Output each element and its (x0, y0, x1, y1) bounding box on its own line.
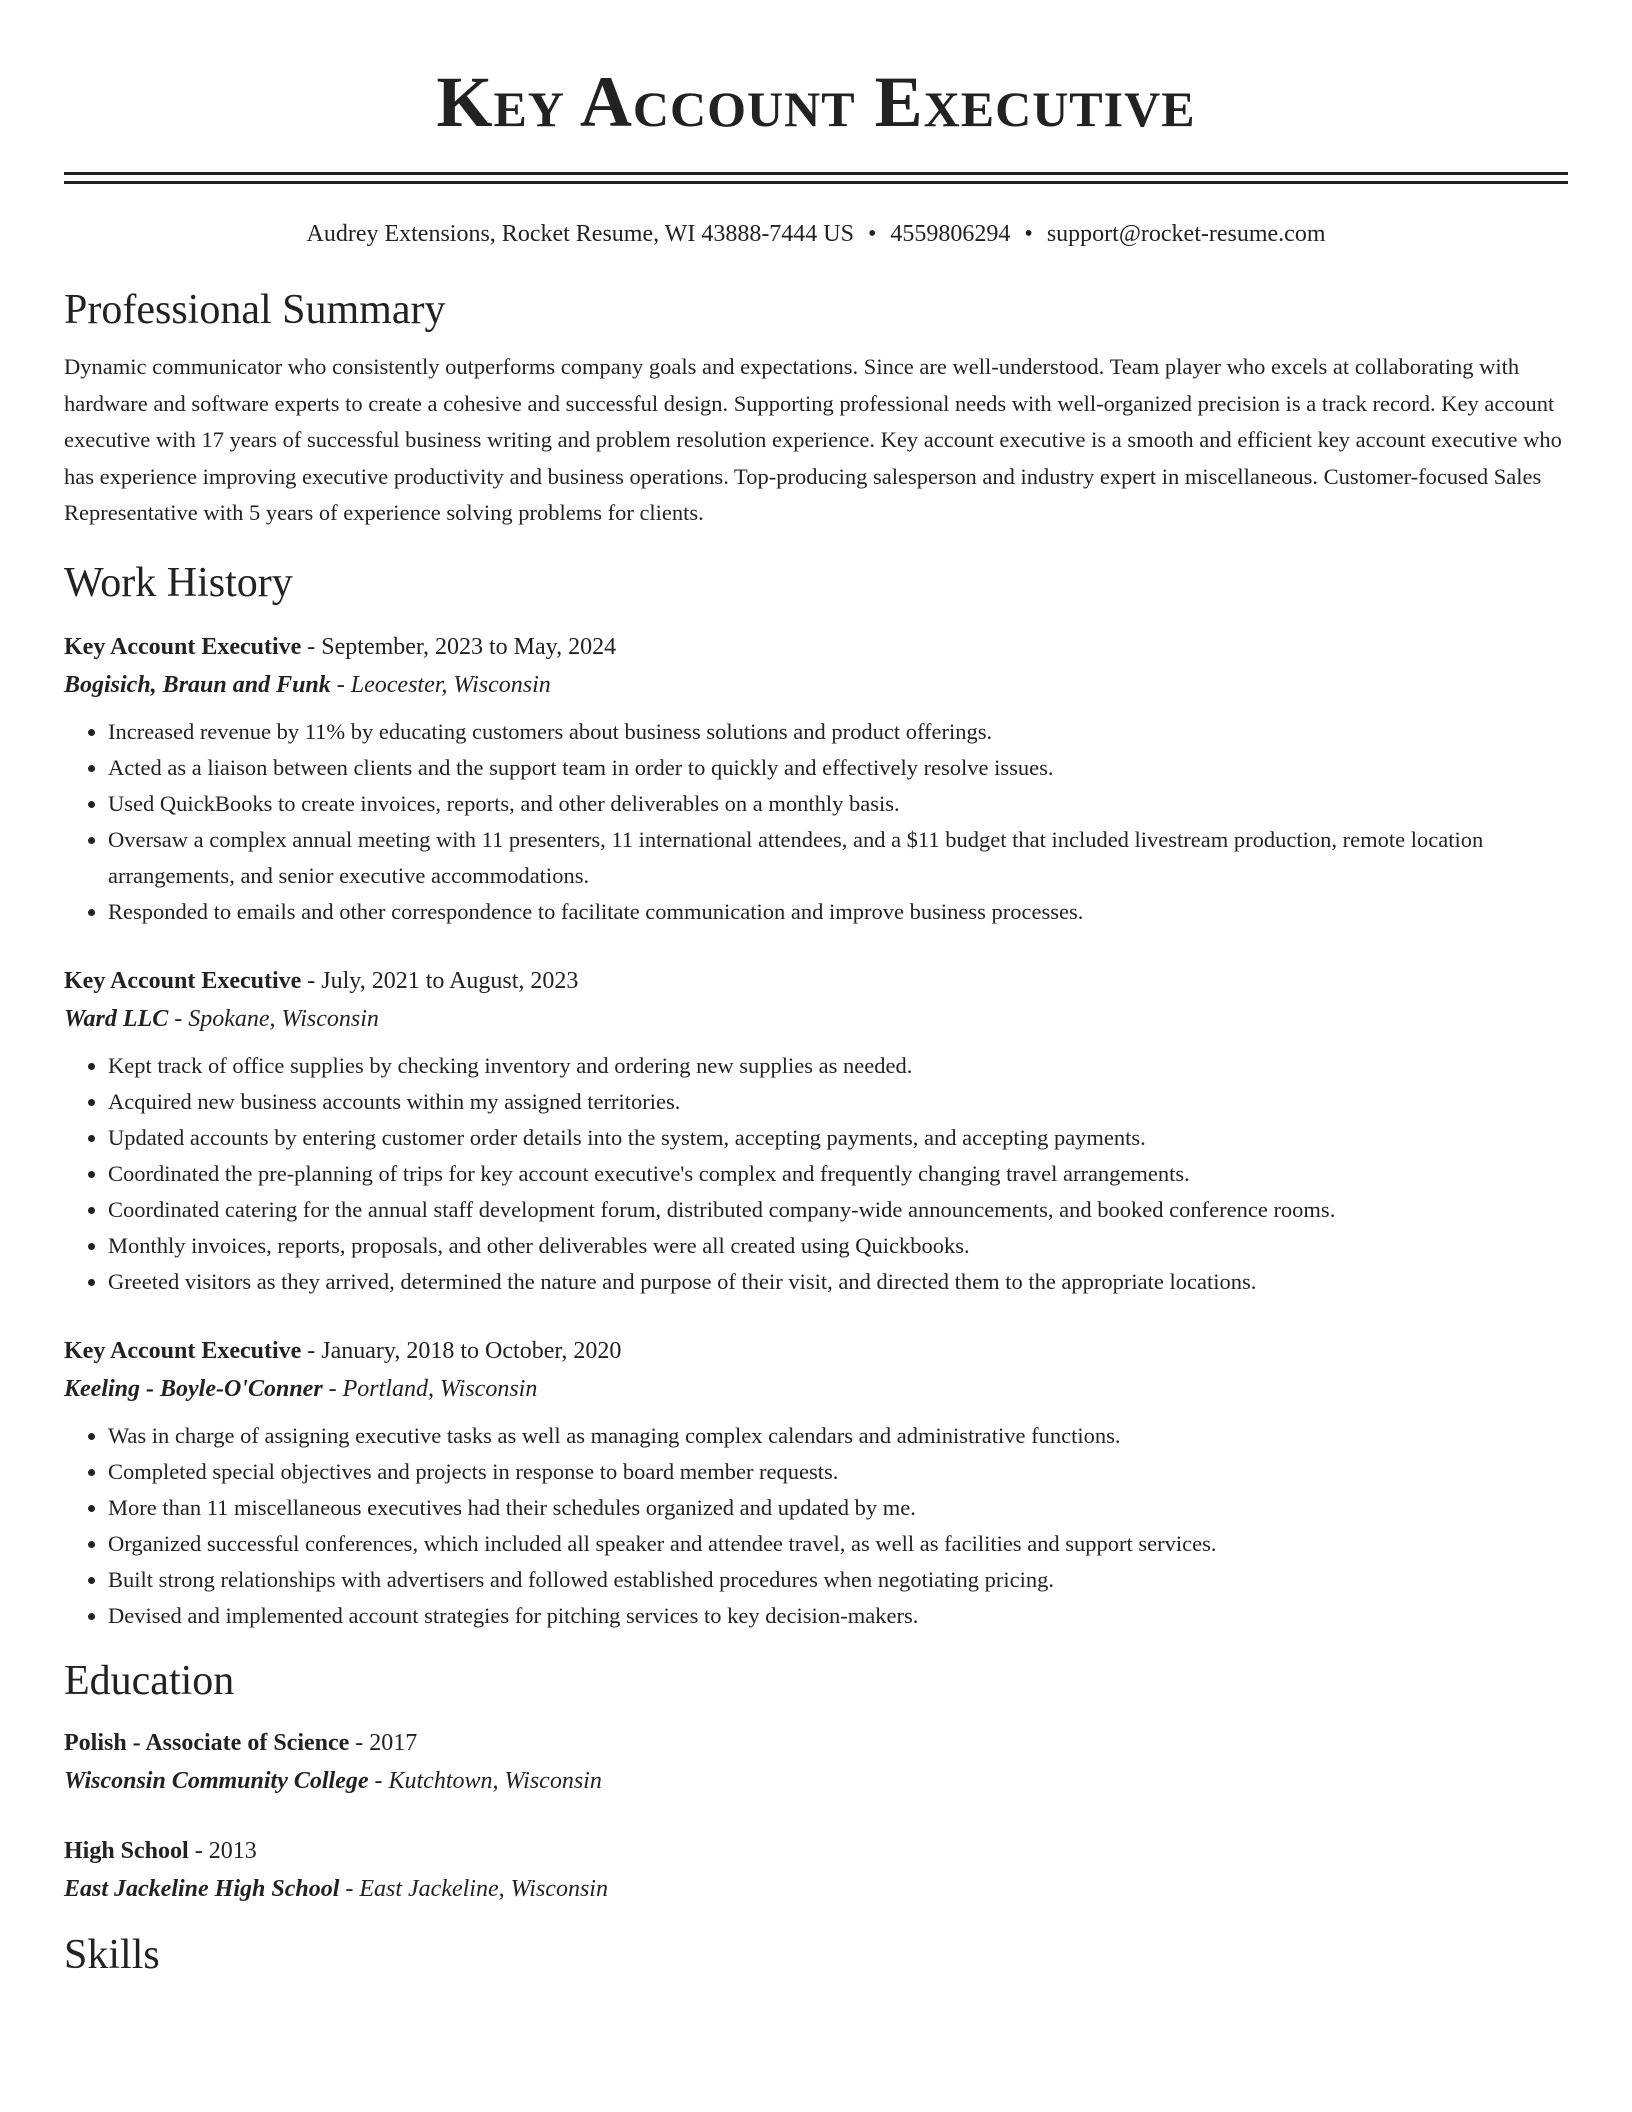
job-company: Keeling - Boyle-O'Conner (64, 1376, 323, 1403)
job-bullet: • Built strong relationships with advertisers and followed established procedures when negotiating pricing. (108, 1562, 1568, 1598)
job-location: - Leocester, Wisconsin (330, 672, 551, 699)
job-entry (64, 628, 1568, 930)
education-degree: High School (64, 1838, 189, 1865)
education-school: Wisconsin Community College (64, 1768, 369, 1795)
job-entry (64, 1332, 1568, 1634)
resume-title: Key Account Executive (436, 62, 1196, 142)
job-company-line (64, 666, 1568, 704)
job-bullet: • Coordinated catering for the annual staff development forum, distributed company-wide announcements, and booked conference rooms. (108, 1192, 1568, 1228)
job-bullet: • More than 11 miscellaneous executives had their schedules organized and updated by me. (108, 1490, 1568, 1526)
job-bullets (64, 714, 1568, 930)
education-location: - East Jackeline, Wisconsin (339, 1876, 608, 1903)
job-title-line (64, 1332, 1568, 1370)
job-title: Key Account Executive (64, 634, 302, 661)
education-school-line (64, 1870, 1568, 1908)
header-rule-bottom (64, 181, 1568, 184)
job-company: Bogisich, Braun and Funk (64, 672, 331, 699)
education-school: East Jackeline High School (64, 1876, 340, 1903)
job-bullet: • Was in charge of assigning executive tasks as well as managing complex calendars and administrative functions. (108, 1418, 1568, 1454)
section-heading-education: Education (64, 1658, 235, 1705)
education-degree: Polish - Associate of Science (64, 1730, 350, 1757)
job-dates: - January, 2018 to October, 2020 (301, 1338, 622, 1365)
job-bullet: • Greeted visitors as they arrived, determined the nature and purpose of their visit, and directed them to the appropriate locations. (108, 1264, 1568, 1300)
job-bullet: • Acquired new business accounts within my assigned territories. (108, 1084, 1568, 1120)
job-bullet: • Updated accounts by entering customer order details into the system, accepting payments, and accepting payments. (108, 1120, 1568, 1156)
job-location: - Portland, Wisconsin (322, 1376, 538, 1403)
job-company-line (64, 1000, 1568, 1038)
job-bullet: • Devised and implemented account strategies for pitching services to key decision-makers. (108, 1598, 1568, 1634)
header-rule-top (64, 172, 1568, 175)
job-bullet: • Kept track of office supplies by checking inventory and ordering new supplies as needed. (108, 1048, 1568, 1084)
section-heading-summary: Professional Summary (64, 286, 446, 333)
education-entry (64, 1832, 1568, 1908)
job-bullet: • Coordinated the pre-planning of trips for key account executive's complex and frequently changing travel arrangements. (108, 1156, 1568, 1192)
job-bullet: • Oversaw a complex annual meeting with 11 presenters, 11 international attendees, and a $11 budget that included livestream production, remote location arrangements, and senior executive accommodations. (108, 822, 1568, 894)
summary-text: Dynamic communicator who consistently outperforms company goals and expectations. Since are well-understood. Team player who excels at collaborating with hardware and software experts to create a cohesive and successful design. Supporting professional needs with well-organized precision is a track record. Key account executive with 17 years of successful business writing and problem resolution experience. Key account executive is a smooth and efficient key account executive who has experience improving executive productivity and business operations. Top-producing salesperson and industry expert in miscellaneous. Customer-focused Sales Representative with 5 years of experience solving problems for clients. (64, 354, 1562, 526)
contact-separator: • (1024, 221, 1033, 247)
job-dates: - September, 2023 to May, 2024 (301, 634, 617, 661)
job-title-line (64, 628, 1568, 666)
education-degree-line (64, 1724, 1568, 1762)
job-company: Ward LLC (64, 1006, 169, 1033)
job-company-line (64, 1370, 1568, 1408)
contact-email[interactable]: support@rocket-resume.com (1046, 221, 1326, 247)
education-degree-line (64, 1832, 1568, 1870)
job-bullet: • Monthly invoices, reports, proposals, and other deliverables were all created using Quickbooks. (108, 1228, 1568, 1264)
contact-line (64, 220, 1568, 249)
job-bullets (64, 1048, 1568, 1300)
job-bullet: • Used QuickBooks to create invoices, reports, and other deliverables on a monthly basis. (108, 786, 1568, 822)
contact-separator: • (868, 221, 877, 247)
education-year: - 2017 (349, 1730, 418, 1757)
job-bullet: • Acted as a liaison between clients and the support team in order to quickly and effectively resolve issues. (108, 750, 1568, 786)
section-heading-skills: Skills (64, 1932, 160, 1979)
job-bullet: • Completed special objectives and projects in response to board member requests. (108, 1454, 1568, 1490)
section-heading-work-history: Work History (64, 559, 293, 606)
contact-phone: 4559806294 (890, 221, 1011, 247)
education-school-line (64, 1762, 1568, 1800)
job-bullets (64, 1418, 1568, 1634)
job-bullet: • Responded to emails and other correspondence to facilitate communication and improve business processes. (108, 894, 1568, 930)
job-location: - Spokane, Wisconsin (168, 1006, 379, 1033)
job-bullet: • Increased revenue by 11% by educating customers about business solutions and product offerings. (108, 714, 1568, 750)
contact-address: Audrey Extensions, Rocket Resume, WI 43888-7444 US (306, 221, 854, 247)
education-location: - Kutchtown, Wisconsin (368, 1768, 602, 1795)
job-title-line (64, 962, 1568, 1000)
education-year: - 2013 (188, 1838, 257, 1865)
job-dates: - July, 2021 to August, 2023 (301, 968, 579, 995)
job-title: Key Account Executive (64, 1338, 302, 1365)
job-entry (64, 962, 1568, 1300)
education-entry (64, 1724, 1568, 1800)
job-title: Key Account Executive (64, 968, 302, 995)
job-bullet: • Organized successful conferences, which included all speaker and attendee travel, as well as facilities and support services. (108, 1526, 1568, 1562)
